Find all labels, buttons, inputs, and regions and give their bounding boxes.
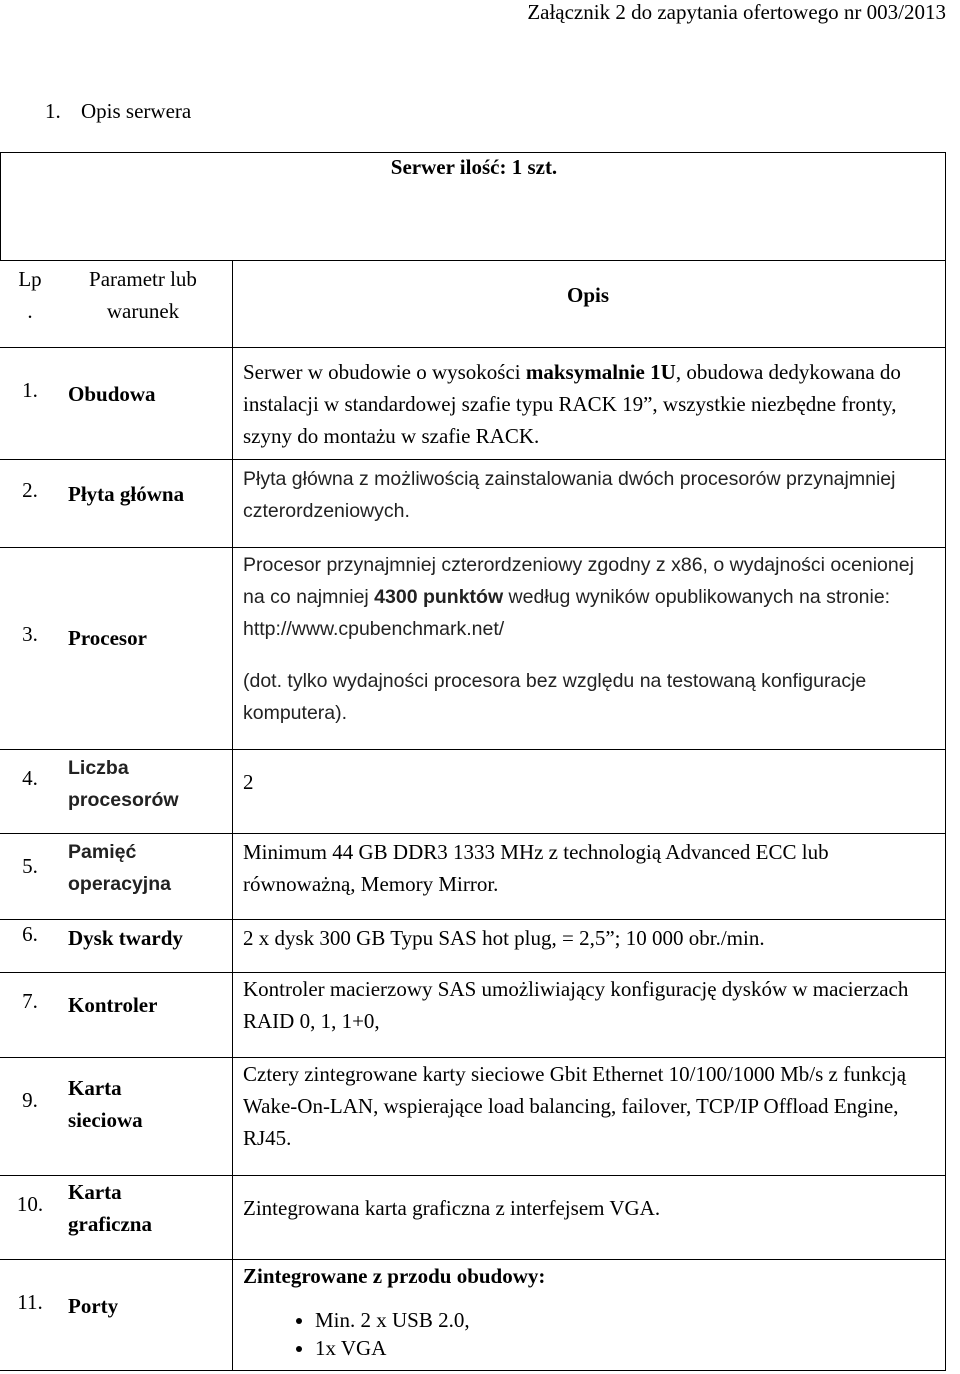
table-row <box>0 1058 946 1176</box>
row-description: 2 <box>243 770 254 794</box>
list-item: • 1x VGA <box>315 1334 933 1362</box>
table-title: Serwer ilość: 1 szt. <box>390 155 558 179</box>
row-number: 11. <box>17 1290 43 1314</box>
row-number: 7. <box>22 989 38 1013</box>
table-row <box>0 548 946 750</box>
row-description: Serwer w obudowie o wysokości maksymalnie 1U, obudowa dedykowana do instalacji w standardowej szafie typu RACK 19”, wszystkie niezbędne fronty, szyny do montażu w szafie RACK. <box>243 360 901 448</box>
row-description: Minimum 44 GB DDR3 1333 MHz z technologią Advanced ECC lub równoważną, Memory Mirror. <box>243 840 829 896</box>
row-number: 1. <box>22 378 38 402</box>
table-body <box>0 260 946 1371</box>
row-number: 2. <box>22 478 38 502</box>
row-description: Cztery zintegrowane karty sieciowe Gbit Ethernet 10/100/1000 Mb/s z funkcją Wake-On-LAN, wspierające load balancing, failover, TCP/IP Offload Engine, RJ45. <box>243 1062 907 1150</box>
table-row <box>0 460 946 548</box>
column-header-parameter: Parametr lub warunek <box>89 267 197 323</box>
row-description: 2 x dysk 300 GB Typu SAS hot plug, = 2,5”; 10 000 obr./min. <box>243 926 765 950</box>
row-number: 3. <box>22 622 38 646</box>
row-parameter: Dysk twardy <box>68 926 183 950</box>
ports-heading: Zintegrowane z przodu obudowy: <box>243 1264 546 1288</box>
row-number: 5. <box>22 854 38 878</box>
row-number: 4. <box>22 766 38 790</box>
row-parameter: Obudowa <box>68 382 156 406</box>
table-row <box>0 973 946 1058</box>
row-note: (dot. tylko wydajności procesora bez względu na testowaną konfiguracje komputera). <box>243 670 867 724</box>
list-item: • Min. 2 x USB 2.0, <box>315 1306 933 1334</box>
row-description: Zintegrowana karta graficzna z interfejsem VGA. <box>243 1196 661 1220</box>
table-row <box>0 348 946 460</box>
section-number: 1. <box>45 99 61 123</box>
table-row <box>0 1176 946 1260</box>
ports-list <box>243 1306 933 1362</box>
row-parameter: Liczba procesorów <box>68 757 179 811</box>
row-parameter: Karta graficzna <box>68 1180 152 1236</box>
row-description: Płyta główna z możliwością zainstalowania dwóch procesorów przynajmniej czterordzeniowych. <box>243 468 896 522</box>
row-number: 10. <box>16 1192 44 1216</box>
row-description: Procesor przynajmniej czterordzeniowy zgodny z x86, o wydajności ocenionej na co najmniej 4300 punktów według wyników opublikowanych na stronie: http://www.cpubenchmark.net/ (dot. tylko wydajności procesora bez względu na testowaną konfiguracje komputera). <box>243 549 933 729</box>
row-parameter: Płyta główna <box>68 482 185 506</box>
row-parameter: Porty <box>68 1294 119 1318</box>
column-header-lp: Lp . <box>18 267 42 323</box>
section-title: Opis serwera <box>81 99 192 123</box>
row-parameter: Kontroler <box>68 993 158 1017</box>
row-description: Kontroler macierzowy SAS umożliwiający konfigurację dysków w macierzach RAID 0, 1, 1+0, <box>243 977 909 1033</box>
section-heading <box>45 99 191 124</box>
header-row <box>0 260 946 348</box>
row-parameter: Pamięć operacyjna <box>68 841 171 895</box>
row-description <box>243 1260 933 1362</box>
table-row <box>0 834 946 920</box>
attachment-header: Załącznik 2 do zapytania ofertowego nr 003/2013 <box>527 0 946 24</box>
row-number: 6. <box>22 922 38 946</box>
column-header-description: Opis <box>566 283 610 307</box>
row-number: 9. <box>22 1088 38 1112</box>
table-row <box>0 750 946 834</box>
row-parameter: Karta sieciowa <box>68 1076 143 1132</box>
table-row <box>0 920 946 973</box>
table-row <box>0 1260 946 1371</box>
row-parameter: Procesor <box>68 626 147 650</box>
table-title-cell <box>0 152 946 260</box>
